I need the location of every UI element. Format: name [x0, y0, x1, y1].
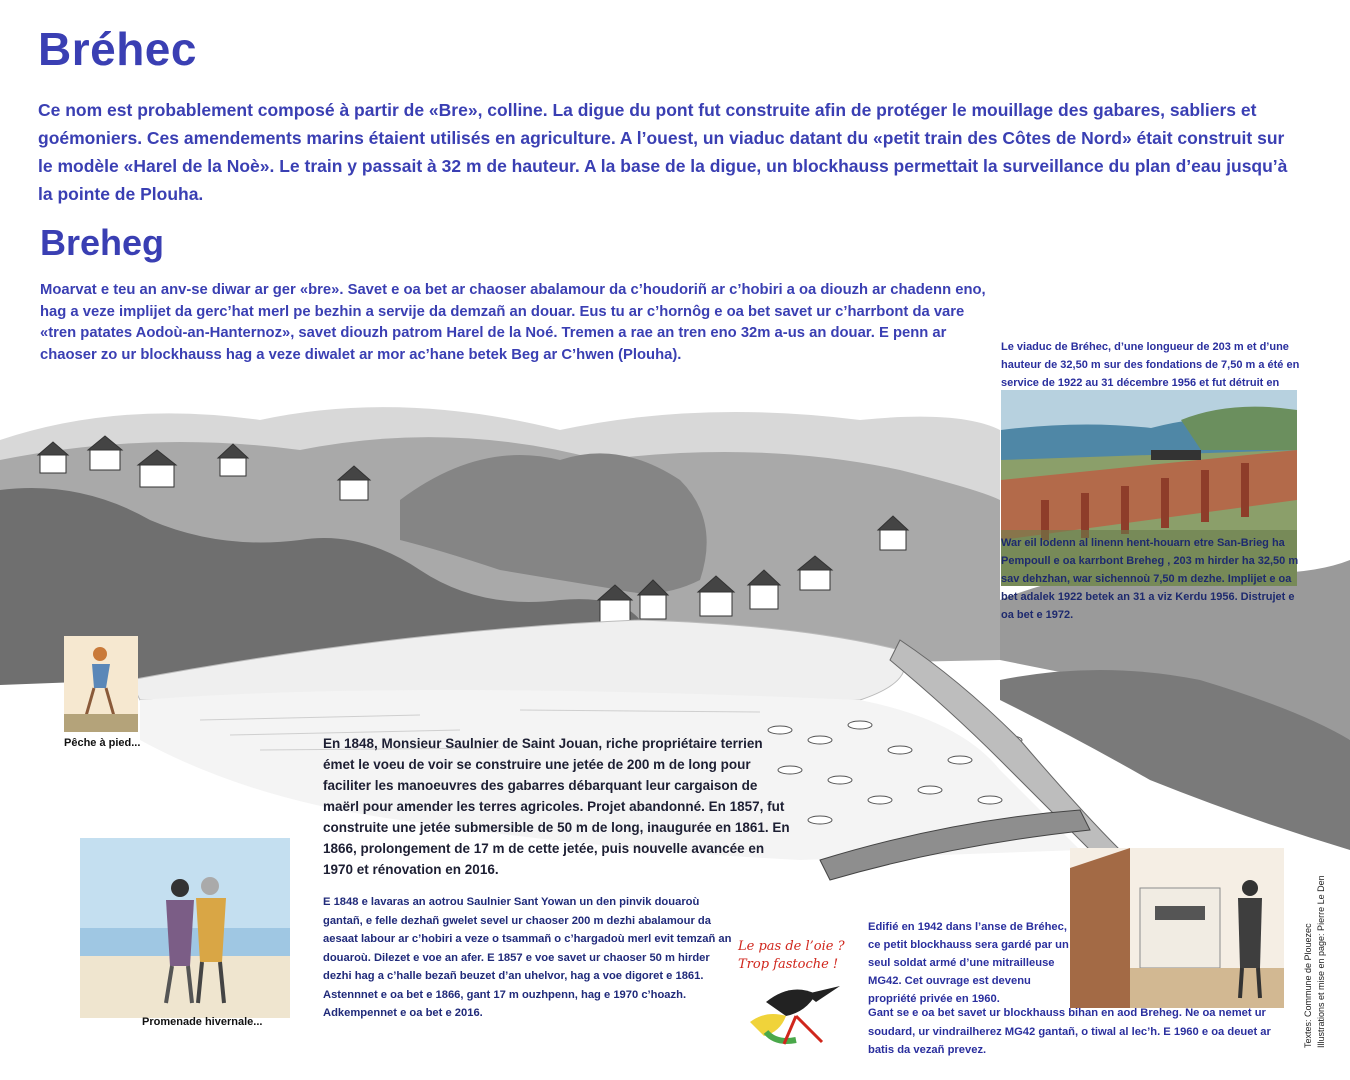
- jetty-history-fr: En 1848, Monsieur Saulnier de Saint Jouan, riche propriétaire terrien émet le voeu de voir se construire une jetée de 200 m de long pour faciliter les manoeuvres des gabarres débarquant leur cargaison de maërl pour amender les terres agricoles. Projet abandonné. En 1857, fut construite une jetée submersible de 50 m de long, inaugurée en 1861. En 1866, prolongement de 17 m de cette jetée, puis nouvelle avancée en 1970 et rénovation en 2016.: [323, 736, 790, 877]
- bird-caption-line1: Le pas de l’oie ?: [738, 939, 845, 954]
- blockhaus-illustration: [1070, 848, 1284, 1008]
- intro-text-fr: Ce nom est probablement composé à partir de «Bre», colline. La digue du pont fut construite afin de protéger le mouillage des gabares, sabliers et goémoniers. Ces amendements marins étaient utilisés en agriculture. A l’ouest, un viaduc datant du «petit train des Côtes de Nord» était construit sur le modèle «Harel de la Noè». Le train y passait à 32 m de hauteur. A la base de la digue, un blockhauss permettait la surveillance du plan d’eau jusqu’à la pointe de Plouha.: [38, 100, 1288, 204]
- viaduct-caption-fr: Le viaduc de Bréhec, d’une longueur de 203 m et d’une hauteur de 32,50 m sur des fondations de 7,50 m a été en service de 1922 au 31 décembre 1956 et fut détruit en: [1001, 341, 1300, 389]
- credits: [1302, 875, 1328, 1048]
- credits-illustrations: Illustrations et mise en page: Pierre Le Den: [1316, 875, 1326, 1048]
- bird-cartoon-illustration: [736, 932, 866, 1052]
- blockhaus-text-fr: Edifié en 1942 dans l’anse de Bréhec, ce petit blockhauss sera gardé par un seul soldat armé d’une mitrailleuse MG42. Cet ouvrage est devenu propriété privée en 1960.: [868, 921, 1069, 1005]
- peche-a-pied-illustration: [64, 636, 138, 732]
- bird-caption-line2: Trop fastoche !: [738, 957, 839, 972]
- blockhaus-text-br: Gant se e oa bet savet ur blockhauss bihan en aod Breheg. Ne oa nemet ur soudard, ur vindrailherez MG42 gantañ, o tiwal al lec’h. E 1960 e oa deuet ar batis da vezañ prevez.: [868, 1007, 1271, 1056]
- title-br: Breheg: [40, 222, 165, 263]
- peche-label: Pêche à pied...: [64, 737, 141, 749]
- intro-text-br: Moarvat e teu an anv-se diwar ar ger «bre». Savet e oa bet ar chaoser abalamour da c’houdoriñ ar c’hobiri a oa diouzh ar chadenn eno, hag a veze implijet da gerc’hat merl pe bezhin a servije da demzañ an douar. Eus tu ar c’hornôg e oa bet savet ur c’harrbont da vare «tren patates Aodoù-an-Hanternoz», savet diouzh patrom Harel de la Noé. Tremen a rae an tren eno 32m a-us an douar. E penn ar chaoser zo ur blockhauss hag a veze diwalet ar mor ac’hane betek Beg ar C’hwen (Plouha).: [40, 282, 986, 363]
- viaduct-caption-br: War eil lodenn al linenn hent-houarn etre San-Brieg ha Pempoull e oa karrbont Breheg , 203 m hirder ha 32,50 m sav dehzhan, war sichennoù 7,50 m dezhe. Implijet e oa bet adalek 1922 betek an 31 a viz Kerdu 1956. Distrujet e oa bet e 1972.: [1001, 537, 1299, 621]
- promenade-label: Promenade hivernale...: [142, 1016, 263, 1028]
- credits-texts: Textes: Commune de Plouezec: [1303, 923, 1313, 1048]
- title-fr: Bréhec: [38, 23, 197, 75]
- promenade-illustration: [80, 838, 290, 1018]
- jetty-history-br: E 1848 e lavaras an aotrou Saulnier Sant Yowan un den pinvik douaroù gantañ, e felle dezhañ gwelet sevel ur chaoser 200 m dezhi abalamour da aesaat labour ar c’hobiri a veze o tsammañ o c’hargadoù merl evit temzañ an douaroù. Dilezet e voe an afer. E 1857 e voe savet ur chaoser 50 m hirder dezhi hag a c’halle bezañ beuzet d’an uhelvor, hag a voe digoret e 1861. Astennnet e oa bet e 1866, gant 17 m ouzhpenn, hag e 1970 c’hoazh. Adkempennet e oa bet e 2016.: [323, 896, 732, 1019]
